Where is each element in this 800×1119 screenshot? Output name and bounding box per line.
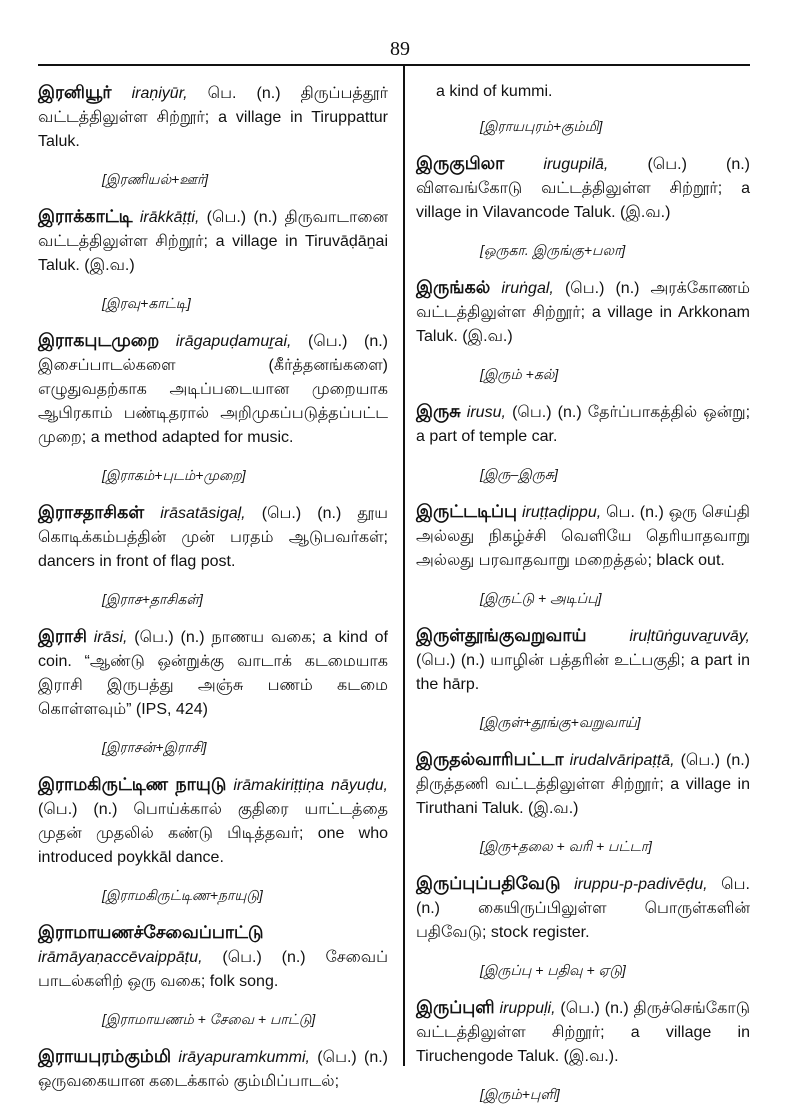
definition: திருவாடானை வட்டத்திலுள்ள சிற்றூர்; a village in Tiruvāḍāṉai Taluk. (இ.வ.): [38, 209, 388, 274]
dictionary-entry: [38, 920, 388, 994]
definition: திருச்செங்கோடு வட்டத்திலுள்ள சிற்றூர்; a village in Tiruchengode Taluk. (இ.வ.).: [416, 1000, 750, 1065]
headword: இருப்புப்பதிவேடு: [416, 873, 561, 893]
headword: இராமாயணச்சேவைப்பாட்டு: [38, 922, 264, 942]
left-column: [38, 80, 388, 1107]
grammar-label: (பெ.) (n.): [512, 404, 582, 421]
etymology: [இராச+தாசிகள்]: [102, 591, 203, 607]
grammar-label: பெ. (n.): [207, 85, 281, 102]
dictionary-entry: [416, 399, 750, 449]
etymology: [இராசன்+இராசி]: [102, 739, 207, 755]
definition: திருப்பத்தூர் வட்டத்திலுள்ள சிற்றூர்; a village in Tiruppattur Taluk.: [38, 85, 388, 150]
definition: கையிருப்பிலுள்ள பொருள்களின் பதிவேடு; stock register.: [416, 900, 750, 941]
grammar-label: பெ. (n.): [606, 504, 664, 521]
etymology: [இரவு+காட்டி]: [102, 295, 191, 311]
headword: இருள்தூங்குவறுவாய்: [416, 625, 587, 645]
grammar-label: (பெ.) (n.): [222, 949, 306, 966]
dictionary-entry: [38, 624, 388, 722]
right-column: [416, 80, 750, 1119]
etymology: [இரு–இருசு]: [480, 466, 558, 482]
headword: இருங்கல்: [416, 277, 491, 297]
transliteration: iruṭṭaḍippu,: [522, 504, 602, 521]
etymology: [இரணியல்+ஊர்]: [102, 171, 209, 187]
etymology: [இராமாயணம் + சேவை + பாட்டு]: [102, 1011, 316, 1027]
transliteration: irāmāyaṇaccēvaippāṭu,: [38, 949, 203, 966]
etymology: [இராமகிருட்டிண+நாயுடு]: [102, 887, 263, 903]
definition: பொய்க்கால் குதிரை யாட்டத்தை முதன் முதலில் கண்டு பிடித்தவர்; one who introduced poykkāl dance.: [38, 801, 388, 866]
dictionary-entry: [416, 275, 750, 349]
continuation-etymology: [இராயபுரம்+கும்மி]: [480, 118, 603, 134]
transliteration: irāsatāsigaḷ,: [160, 505, 246, 522]
transliteration: irāmakiriṭṭiṇa nāyuḍu,: [233, 777, 388, 794]
headword: இருப்புளி: [416, 997, 495, 1017]
transliteration: iruppu-p-padivēḍu,: [574, 876, 708, 893]
etymology: [இருட்டு + அடிப்பு]: [480, 590, 602, 606]
transliteration: irāsi,: [93, 629, 128, 646]
definition: சேவைப் பாடல்களிற் ஒரு வகை; folk song.: [38, 949, 389, 990]
definition: அரக்கோணம் வட்டத்திலுள்ள சிற்றூர்; a village in Arkkonam Taluk. (இ.வ.): [416, 280, 751, 345]
dictionary-entry: [416, 995, 750, 1069]
headword: இரனியூர்: [38, 82, 112, 102]
grammar-label: (பெ.) (n.): [317, 1049, 389, 1066]
headword: இருட்டடிப்பு: [416, 501, 518, 521]
page-number: 89: [390, 38, 410, 60]
dictionary-entry: [416, 747, 750, 821]
headword: இருகுபிலா: [416, 153, 505, 173]
dictionary-entry: [38, 328, 388, 450]
dictionary-entry: [416, 151, 750, 225]
dictionary-entry: [416, 623, 750, 697]
grammar-label: பெ. (n.): [416, 876, 750, 917]
headword: இராக்காட்டி: [38, 206, 133, 226]
headword: இராசதாசிகள்: [38, 502, 145, 522]
transliteration: iruḷtūṅguvaṟuvāy,: [629, 628, 750, 645]
headword: இருசு: [416, 401, 461, 421]
transliteration: irākkāṭṭi,: [139, 209, 200, 226]
dictionary-entry: [38, 500, 388, 574]
dictionary-entry: [416, 499, 750, 573]
etymology: [இருப்பு + பதிவு + ஏடு]: [480, 962, 626, 978]
header-rule: [38, 64, 750, 66]
definition: ஒரு செய்தி அல்லது நிகழ்ச்சி வெளியே தெரியாதவாறு அல்லது பரவாதவாறு மறைத்தல்; black out.: [416, 504, 751, 569]
headword: இராயபுரம்கும்மி: [38, 1046, 172, 1066]
grammar-label: (பெ.) (n.): [680, 752, 750, 769]
transliteration: irudalvāripaṭṭā,: [569, 752, 675, 769]
etymology: [ஒருகா. இருங்கு+பலா]: [480, 242, 626, 258]
grammar-label: (பெ.) (n.): [38, 801, 118, 818]
definition: திருத்தணி வட்டத்திலுள்ள சிற்றூர்; a village in Tiruthani Taluk. (இ.வ.): [416, 776, 750, 817]
grammar-label: (பெ.) (n.): [647, 156, 750, 173]
headword: இராமகிருட்டிண நாயுடு: [38, 774, 227, 794]
continuation-text: a kind of kummi.: [436, 83, 553, 100]
etymology: [இரும் +கல்]: [480, 366, 559, 382]
transliteration: iruppuḷi,: [499, 1000, 556, 1017]
column-divider: [403, 66, 405, 1066]
transliteration: iruṅgal,: [501, 280, 554, 297]
grammar-label: (பெ.) (n.): [564, 280, 640, 297]
definition: நாணய வகை; a kind of coin. “ஆண்டு ஒன்றுக்கு வாடாக் கடமையாக இராசி இருபத்து அஞ்சு பணம் கடமை கொள்ளவும்” (IPS, 424): [38, 629, 388, 718]
etymology: [இரும்+புளி]: [480, 1086, 560, 1102]
etymology: [இருள்+தூங்கு+வறுவாய்]: [480, 714, 641, 730]
headword: இராசி: [38, 626, 87, 646]
transliteration: irugupilā,: [543, 156, 609, 173]
dictionary-entry: [38, 1044, 388, 1094]
definition: தூய கொடிக்கம்பத்தின் முன் பரதம் ஆடுபவர்கள்; dancers in front of flag post.: [38, 505, 388, 570]
dictionary-entry: [38, 204, 388, 278]
definition: ஒருவகையான கடைக்கால் கும்மிப்பாடல்;: [38, 1073, 340, 1090]
grammar-label: (பெ.) (n.): [134, 629, 205, 646]
etymology: [இரு+தலை + வரி + பட்டா]: [480, 838, 652, 854]
transliteration: irāyapuramkummi,: [178, 1049, 310, 1066]
definition: யாழின் பத்தரின் உட்பகுதி; a part in the hārp.: [416, 652, 751, 693]
transliteration: iraṇiyūr,: [131, 85, 188, 102]
headword: இருதல்வாரிபட்டா: [416, 749, 564, 769]
grammar-label: (பெ.) (n.): [307, 333, 388, 350]
grammar-label: (பெ.) (n.): [206, 209, 278, 226]
headword: இராகபுடமுறை: [38, 330, 160, 350]
dictionary-entry: [38, 80, 388, 154]
definition: தேர்ப்பாகத்தில் ஒன்று; a part of temple car.: [416, 404, 751, 445]
dictionary-entry: [416, 871, 750, 945]
dictionary-entry: [38, 772, 388, 870]
grammar-label: (பெ.) (n.): [261, 505, 342, 522]
grammar-label: (பெ.) (n.): [416, 652, 485, 669]
transliteration: irāgapuḍamuṟai,: [175, 333, 292, 350]
definition: இசைப்பாடல்களை (கீர்த்தனங்களை) எழுதுவதற்காக அடிப்படையான முறையாக ஆபிரகாம் பண்டிதரால் அறிமுகப்படுத்தப்பட்ட முறை; a method adapted for music.: [38, 357, 388, 446]
definition: விளவங்கோடு வட்டத்திலுள்ள சிற்றூர்; a village in Vilavancode Taluk. (இ.வ.): [416, 180, 750, 221]
grammar-label: (பெ.) (n.): [560, 1000, 629, 1017]
etymology: [இராகம்+புடம்+முறை]: [102, 467, 246, 483]
transliteration: irusu,: [466, 404, 506, 421]
